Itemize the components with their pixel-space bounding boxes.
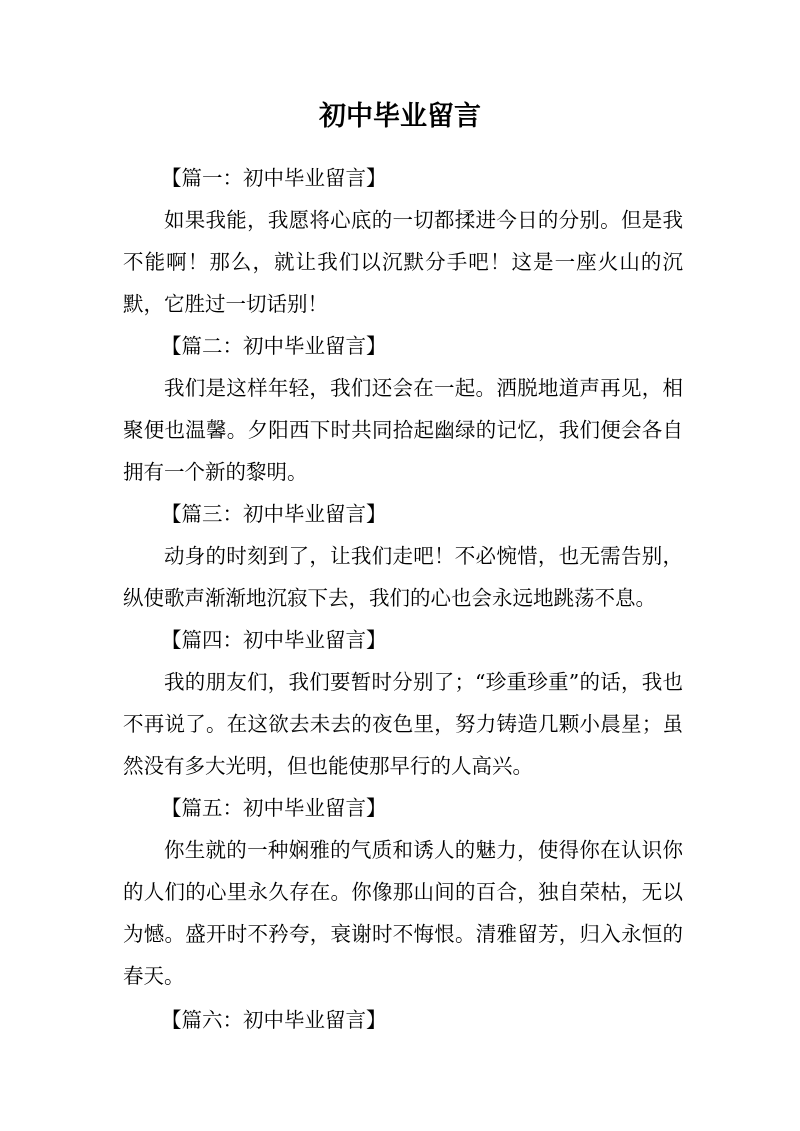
- section-heading-4: 【篇四：初中毕业留言】: [161, 628, 387, 652]
- section-body-1: 如果我能，我愿将心底的一切都揉进今日的分别。但是我不能啊！那么，就让我们以沉默分手吧！这是一座火山的沉默，它胜过一切话别！: [123, 208, 683, 316]
- section-heading-3: 【篇三：初中毕业留言】: [161, 502, 387, 526]
- section-heading-5: 【篇五：初中毕业留言】: [161, 796, 387, 820]
- section-heading-1: 【篇一：初中毕业留言】: [161, 166, 387, 190]
- section-heading-2: 【篇二：初中毕业留言】: [161, 334, 387, 358]
- document-title: 初中毕业留言: [319, 101, 481, 132]
- document-content: [123, 157, 683, 1041]
- section-body-5: 你生就的一种娴雅的气质和诱人的魅力，使得你在认识你的人们的心里永久存在。你像那山间的百合，独自荣枯，无以为憾。盛开时不矜夸，衰谢时不悔恨。清雅留芳，归入永恒的春天。: [123, 838, 683, 988]
- section-heading-6: 【篇六：初中毕业留言】: [161, 1008, 387, 1032]
- section-body-4: 我的朋友们，我们要暂时分别了；“珍重珍重”的话，我也不再说了。在这欲去未去的夜色里，努力铸造几颗小晨星；虽然没有多大光明，但也能使那早行的人高兴。: [123, 670, 683, 778]
- section-body-2: 我们是这样年轻，我们还会在一起。洒脱地道声再见，相聚便也温馨。夕阳西下时共同拾起幽绿的记忆，我们便会各自拥有一个新的黎明。: [123, 376, 683, 484]
- section-body-3: 动身的时刻到了，让我们走吧！不必惋惜，也无需告别，纵使歌声渐渐地沉寂下去，我们的心也会永远地跳荡不息。: [123, 544, 683, 610]
